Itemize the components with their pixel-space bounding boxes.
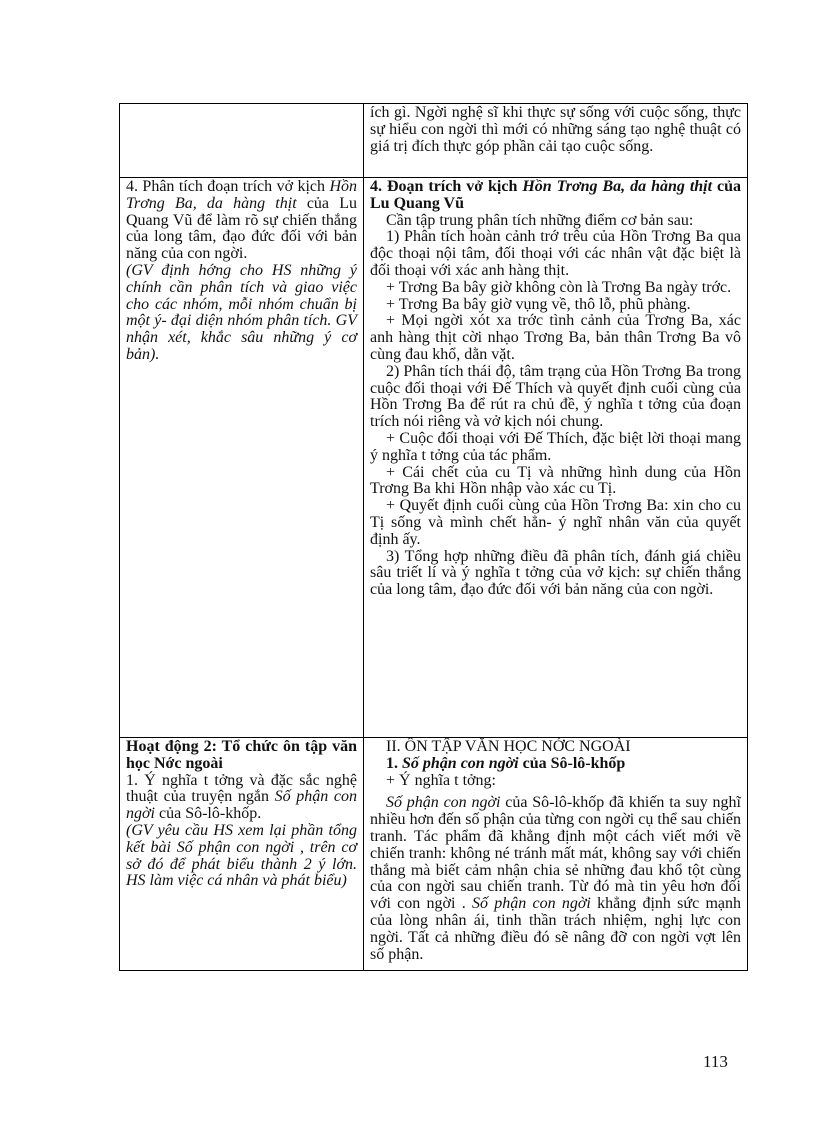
table-row <box>120 104 748 178</box>
paragraph: + Cuộc đối thoại với Đế Thích, đặc biệt lời thoại mang ý nghĩa t tởng của tác phẩm. <box>370 429 741 464</box>
paragraph: 2) Phân tích thái độ, tâm trạng của Hồn Trơng Ba trong cuộc đối thoại với Đế Thích và quyết định cuối cùng của Hồn Trơng Ba để rút ra chủ đề, ý nghĩa t tởng của đoạn trích nói riêng và vở kịch nói chung. <box>370 362 741 431</box>
row1-right-cell <box>364 104 748 178</box>
row2-right-cell <box>364 178 748 738</box>
paragraph: 3) Tổng hợp những điều đã phân tích, đánh giá chiều sâu triết lí và ý nghĩa t tởng của vở kịch: sự chiến thắng của long tâm, đạo đức đối với bản năng của con ngời. <box>370 547 741 599</box>
lesson-table <box>119 103 748 971</box>
paragraph: + Mọi ngời xót xa trớc tình cảnh của Trơng Ba, xác anh hàng thịt cời nhạo Trơng Ba, bản thân Trơng Ba vô cùng đau khổ, dằn vặt. <box>370 312 741 363</box>
bullet-meaning: + Ý nghĩa t tởng: <box>386 771 496 789</box>
page-number: 113 <box>703 1052 728 1071</box>
paragraph: Cần tập trung phân tích những điểm cơ bản sau: <box>386 211 694 229</box>
section-2-heading: II. ÔN TẬP VĂN HỌC NỚC NGOÀI <box>386 738 631 755</box>
paragraph: Số phận con ngời của Sô-lô-khốp đã khiến ta suy nghĩ nhiều hơn đến số phận của từng con ngời cụ thể sau chiến tranh. Tác phẩm đã khẳng định một cách viết mới về chiến tranh: không né tránh mất mát, không say với chiến thắng mà biết cảm nhận chia sẻ những đau khổ tột cùng của con ngời sau chiến tranh. Từ đó mà tin yêu hơn đối với con ngời . Số phận con ngời khẳng định sức mạnh của lòng nhân ái, tinh thần trách nhiệm, nghị lực con ngời. Tất cả những điều đó sẽ nâng đỡ con ngời vợt lên số phận. <box>370 794 741 963</box>
paragraph: + Quyết định cuối cùng của Hồn Trơng Ba: xin cho cu Tị sống và mình chết hẳn- ý nghĩ nhân văn của quyết định ấy. <box>370 497 741 548</box>
table-row <box>120 738 748 971</box>
paragraph: 1) Phân tích hoàn cảnh trớ trêu của Hồn Trơng Ba qua độc thoại nội tâm, đối thoại với các nhân vật đặc biệt là đối thoại với xác anh hàng thịt. <box>370 228 741 279</box>
paragraph: + Trơng Ba bây giờ không còn là Trơng Ba ngày trớc. <box>386 278 732 296</box>
subsection-heading: 1. Số phận con ngời của Sô-lô-khốp <box>386 754 626 772</box>
row3-left-cell <box>120 738 364 971</box>
task-4-description: 4. Phân tích đoạn trích vở kịch Hồn Trơng Ba, da hàng thịt của Lu Quang Vũ để làm rõ sự chiến thắng của long tâm, đạo đức đối với bản năng của con ngời. <box>126 178 357 263</box>
task-1-description: 1. Ý nghĩa t tởng và đặc sắc nghệ thuật của truyện ngắn Số phận con ngời của Sô-lô-khốp. <box>126 771 357 823</box>
row2-left-cell <box>120 178 364 738</box>
paragraph: + Cái chết của cu Tị và những hình dung của Hồn Trơng Ba khi Hồn nhập vào xác cu Tị. <box>370 463 741 498</box>
paragraph: + Trơng Ba bây giờ vụng về, thô lỗ, phũ phàng. <box>386 295 691 313</box>
row1-left-cell <box>120 104 364 178</box>
teacher-note: (GV định hớng cho HS những ý chính cần phân tích và giao việc cho các nhóm, mỗi nhóm chuẩn bị một ý- đại diện nhóm phân tích. GV nhận xét, khắc sâu những ý cơ bản). <box>126 261 357 363</box>
activity-2-heading: Hoạt động 2: Tổ chức ôn tập văn học Nớc ngoài <box>126 738 357 772</box>
teacher-note: (GV yêu cầu HS xem lại phần tổng kết bài Số phận con ngời , trên cơ sở đó để phát biểu thành 2 ý lớn. HS làm việc cá nhân và phát biểu) <box>126 821 357 890</box>
section-4-heading: 4. Đoạn trích vở kịch Hồn Trơng Ba, da hàng thịt của Lu Quang Vũ <box>370 178 742 212</box>
row3-right-cell <box>364 738 748 971</box>
row1-right-text: ích gì. Ngời nghệ sĩ khi thực sự sống với cuộc sống, thực sự hiểu con ngời thì mới có những sáng tạo nghệ thuật có giá trị đích thực góp phần cải tạo cuộc sống. <box>370 104 741 155</box>
table-row <box>120 178 748 738</box>
